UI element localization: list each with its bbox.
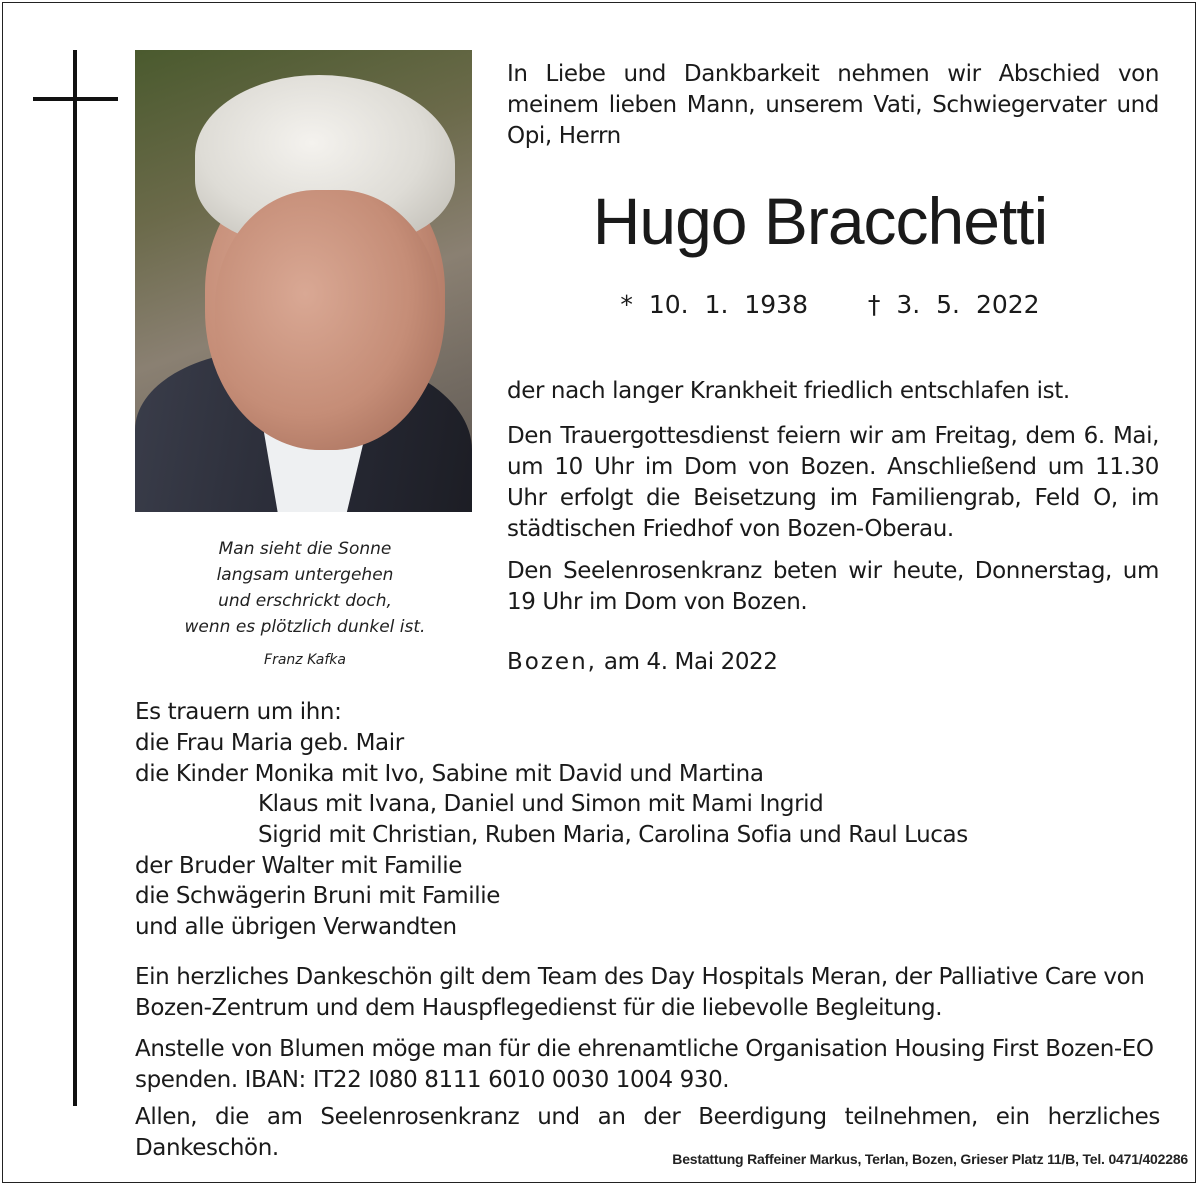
quote-line: wenn es plötzlich dunkel ist. — [184, 617, 426, 637]
place-date — [507, 647, 1107, 678]
mourner-line: Klaus mit Ivana, Daniel und Simon mit Mami Ingrid — [258, 791, 824, 817]
service-text: Den Trauergottesdienst feiern wir am Freitag, dem 6. Mai, um 10 Uhr im Dom von Bozen. Anschließend um 11.30 Uhr erfolgt die Beisetzung im Familiengrab, Feld O, im städtischen Friedhof von Bozen-Oberau. — [507, 423, 1159, 542]
mourner-line: und alle übrigen Verwandten — [135, 914, 457, 940]
mourner-line: der Bruder Walter mit Familie — [135, 853, 462, 879]
quote-line: Man sieht die Sonne — [218, 539, 392, 559]
life-dates — [600, 290, 1060, 319]
cross-icon-vertical — [73, 50, 77, 1106]
place-city: Bozen, — [507, 649, 597, 675]
portrait-photo — [135, 50, 472, 512]
funeral-home-footer: Bestattung Raffeiner Markus, Terlan, Bozen, Grieser Platz 11/B, Tel. 0471/402286 — [672, 1151, 1188, 1167]
mourner-line: die Kinder Monika mit Ivo, Sabine mit David und Martina — [135, 761, 764, 787]
intro-text: In Liebe und Dankbarkeit nehmen wir Abschied von meinem lieben Mann, unserem Vati, Schwiegervater und Opi, Herrn — [507, 61, 1159, 149]
mourner-line: die Frau Maria geb. Mair — [135, 730, 404, 756]
rosary-text: Den Seelenrosenkranz beten wir heute, Donnerstag, um 19 Uhr im Dom von Bozen. — [507, 558, 1159, 615]
place-date-text: am 4. Mai 2022 — [603, 649, 778, 675]
deceased-name: Hugo Bracchetti — [592, 184, 1048, 258]
thanks-team-text: Ein herzliches Dankeschön gilt dem Team des Day Hospitals Meran, der Palliative Care von Bozen-Zentrum und dem Hauspflegedienst für die liebevolle Begleitung. — [135, 964, 1145, 1021]
cross-icon-horizontal — [33, 97, 118, 101]
donation-text: Anstelle von Blumen möge man für die ehrenamtliche Organisation Housing First Bozen-EO spenden. IBAN: IT22 I080 8111 6010 0030 1004 930. — [135, 1036, 1154, 1093]
birth-date: * 10. 1. 1938 — [620, 290, 808, 319]
quote-line: und erschrickt doch, — [218, 591, 392, 611]
thanks-all-text: Allen, die am Seelenrosenkranz und an der Beerdigung teilnehmen, ein herzliches Dankeschön. — [135, 1104, 1160, 1161]
death-date: † 3. 5. 2022 — [867, 290, 1040, 319]
quote-author: Franz Kafka — [264, 652, 346, 668]
mourners-heading: Es trauern um ihn: — [135, 699, 342, 725]
mourner-line: die Schwägerin Bruni mit Familie — [135, 883, 501, 909]
mourner-line: Sigrid mit Christian, Ruben Maria, Carolina Sofia und Raul Lucas — [258, 822, 968, 848]
passed-text: der nach langer Krankheit friedlich entschlafen ist. — [507, 378, 1070, 404]
quote-line: langsam untergehen — [216, 565, 394, 585]
